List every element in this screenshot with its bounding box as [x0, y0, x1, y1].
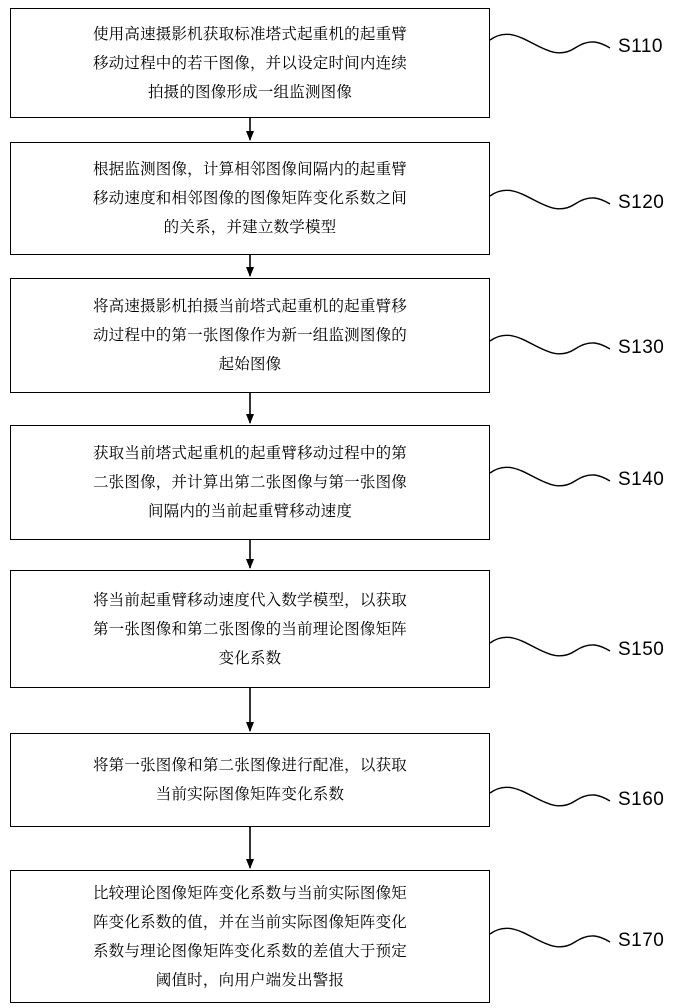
step-label-s130: S130 [618, 337, 665, 358]
flow-step-text: 将当前起重臂移动速度代入数学模型，以获取 第一张图像和第二张图像的当前理论图像矩阵 变化系数 [92, 591, 407, 667]
flow-step-s150 [10, 570, 490, 688]
leader-s140 [490, 467, 610, 486]
flow-step-text: 比较理论图像矩阵变化系数与当前实际图像矩 阵变化系数的值，并在当前实际图像矩阵变化 系数与理论图像矩阵变化系数的差值大于预定 阈值时，向用户端发出警报 [92, 884, 407, 989]
flow-step-s110 [10, 8, 490, 118]
leader-s120 [490, 190, 610, 209]
step-label-s110: S110 [618, 36, 663, 57]
flow-step-s130 [10, 278, 490, 393]
flow-step-text: 使用高速摄影机获取标准塔式起重机的起重臂 移动过程中的若干图像，并以设定时间内连续 拍摄的图像形成一组监测图像 [92, 25, 407, 101]
step-label-s170: S170 [618, 930, 665, 951]
step-label-s150: S150 [618, 639, 665, 660]
flow-step-text: 将第一张图像和第二张图像进行配准，以获取 当前实际图像矩阵变化系数 [92, 757, 407, 803]
step-label-s160: S160 [618, 789, 665, 810]
flow-step-s160 [10, 733, 490, 827]
leader-s170 [490, 928, 610, 947]
step-label-s120: S120 [618, 192, 665, 213]
step-label-s140: S140 [618, 469, 665, 490]
flow-step-text: 将高速摄影机拍摄当前塔式起重机的起重臂移 动过程中的第一张图像作为新一组监测图像的 起始图像 [92, 298, 407, 373]
flow-step-s140 [10, 425, 490, 540]
leader-s130 [490, 335, 610, 354]
flow-step-s170 [10, 870, 490, 1003]
flow-step-text: 根据监测图像，计算相邻图像间隔内的起重臂 移动速度和相邻图像的图像矩阵变化系数之间 的关系，并建立数学模型 [92, 161, 407, 236]
leader-s150 [490, 637, 610, 656]
flow-step-text: 获取当前塔式起重机的起重臂移动过程中的第 二张图像，并计算出第二张图像与第一张图像 间隔内的当前起重臂移动速度 [92, 445, 407, 520]
leader-s110 [490, 34, 610, 53]
leader-s160 [490, 787, 610, 806]
flow-step-s120 [10, 142, 490, 255]
